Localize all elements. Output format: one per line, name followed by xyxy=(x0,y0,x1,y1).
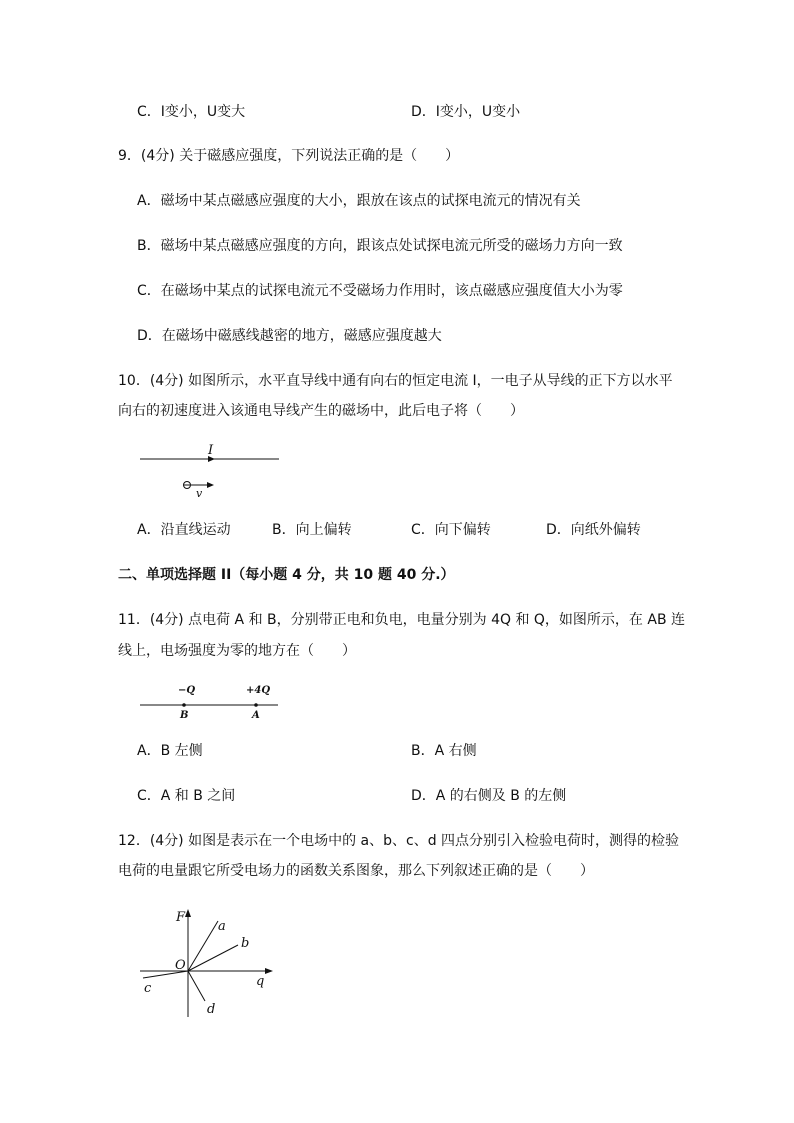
q10-stem-line1: 10．(4分) 如图所示，水平直导线中通有向右的恒定电流 I，一电子从导线的正下方以水平 xyxy=(118,373,673,389)
q11-option-d: D．A 的右侧及 B 的左侧 xyxy=(411,788,567,804)
q12-stem-line2: 电荷的电量跟它所受电场力的函数关系图象，那么下列叙述正确的是（ ） xyxy=(118,863,594,879)
q10-option-c: C．向下偏转 xyxy=(411,522,491,538)
line-a-label: a xyxy=(218,919,226,934)
line-b-label: b xyxy=(241,936,250,951)
q12-figure xyxy=(135,905,280,1020)
q10-option-b: B．向上偏转 xyxy=(272,522,352,538)
q11-option-b: B．A 右侧 xyxy=(411,743,477,759)
q11-option-c: C．A 和 B 之间 xyxy=(137,788,236,804)
point-b-label: B xyxy=(180,710,189,721)
charge-b-label: −Q xyxy=(178,685,196,696)
q11-stem-line1: 11．(4分) 点电荷 A 和 B，分别带正电和负电，电量分别为 4Q 和 Q，如图所示，在 AB 连 xyxy=(118,612,686,628)
velocity-arrow xyxy=(207,482,214,488)
line-c-label: c xyxy=(144,981,152,996)
q8-option-d: D．I变小，U变小 xyxy=(411,104,521,120)
x-axis-arrow xyxy=(265,968,273,974)
q8-option-c: C．I变小，U变大 xyxy=(137,104,246,120)
q10-option-d: D．向纸外偏转 xyxy=(546,522,641,538)
point-a-label: A xyxy=(252,710,260,721)
point-b-dot xyxy=(182,703,186,707)
current-label: I xyxy=(208,443,214,458)
x-axis-label: q xyxy=(256,974,265,989)
q11-figure xyxy=(135,680,285,724)
q9-option-a: A．磁场中某点磁感应强度的大小，跟放在该点的试探电流元的情况有关 xyxy=(137,193,581,209)
line-d xyxy=(188,971,205,1001)
q11-option-a: A．B 左侧 xyxy=(137,743,203,759)
q9-stem: 9．(4分) 关于磁感应强度，下列说法正确的是（ ） xyxy=(118,148,460,164)
q10-stem-line2: 向右的初速度进入该通电导线产生的磁场中，此后电子将（ ） xyxy=(118,403,524,419)
point-a-dot xyxy=(254,703,258,707)
q12-stem-line1: 12．(4分) 如图是表示在一个电场中的 a、b、c、d 四点分别引入检验电荷时，测得的检验 xyxy=(118,833,680,849)
q10-figure xyxy=(135,440,285,502)
section-2-title: 二、单项选择题 II（每小题 4 分，共 10 题 40 分.） xyxy=(118,567,455,583)
q9-option-b: B．磁场中某点磁感应强度的方向，跟该点处试探电流元所受的磁场力方向一致 xyxy=(137,238,623,254)
y-axis-arrow xyxy=(185,909,191,917)
line-d-label: d xyxy=(207,1002,216,1017)
origin-label: O xyxy=(175,958,186,973)
velocity-label: v xyxy=(196,487,203,500)
q9-option-d: D．在磁场中磁感线越密的地方，磁感应强度越大 xyxy=(137,328,442,344)
q10-option-a: A．沿直线运动 xyxy=(137,522,231,538)
y-axis-label: F xyxy=(176,910,186,925)
charge-a-label: +4Q xyxy=(246,685,271,696)
q11-stem-line2: 线上，电场强度为零的地方在（ ） xyxy=(118,643,356,659)
q9-option-c: C．在磁场中某点的试探电流元不受磁场力作用时，该点磁感应强度值大小为零 xyxy=(137,283,623,299)
